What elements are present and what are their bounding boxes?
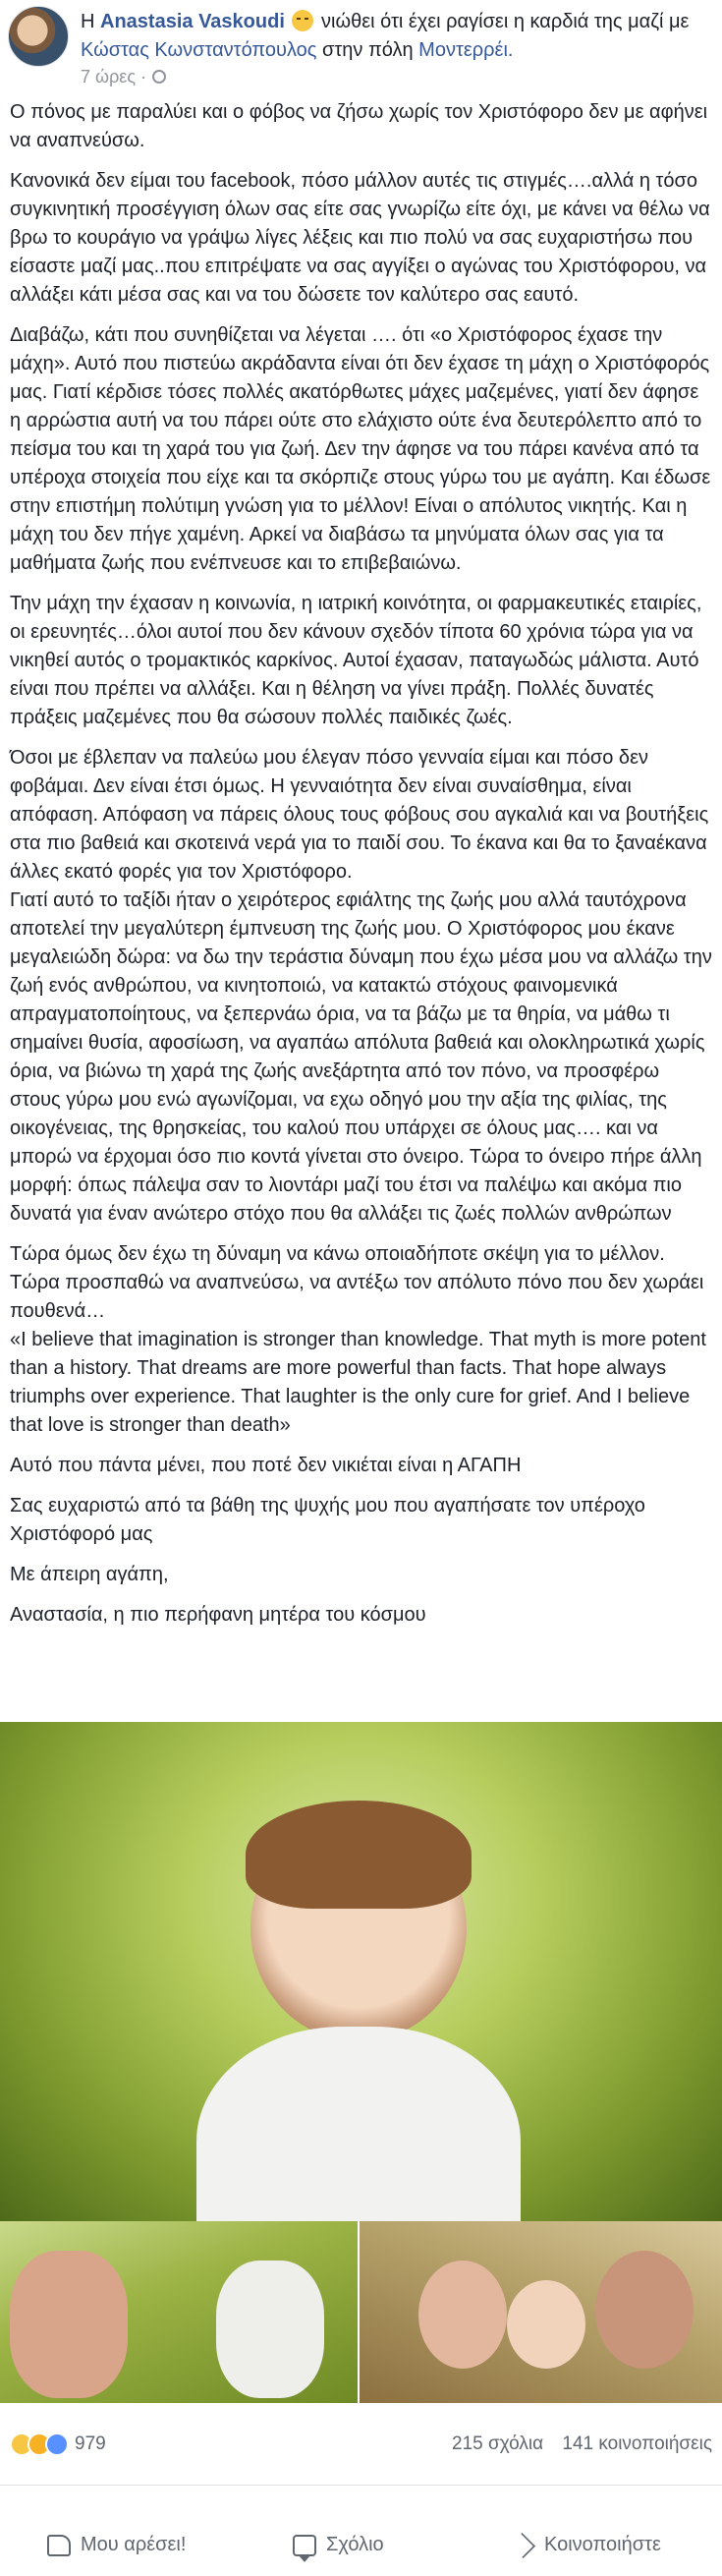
photo-main[interactable] <box>0 1722 722 2221</box>
post-paragraph: Με άπειρη αγάπη, <box>10 1564 169 1585</box>
photo-bottom-right[interactable] <box>360 2221 722 2403</box>
tagged-user-link[interactable]: Κώστας Κωνσταντόπουλος <box>81 39 317 61</box>
share-label: Κοινοποιήστε <box>544 2534 661 2555</box>
like-button[interactable] <box>47 2534 186 2556</box>
with-text: μαζί με <box>628 11 690 32</box>
post-header <box>0 0 722 94</box>
timestamp-link[interactable]: 7 ώρες · <box>81 67 146 86</box>
feeling-text: νιώθει ότι έχει ραγίσει η καρδιά της <box>321 11 623 32</box>
post-paragraph: Όσοι με έβλεπαν να παλεύω μου έλεγαν πόσο γενναία είμαι και πόσο δεν φοβάμαι. Δεν είναι έτσι όμως. Η γενναιότητα δεν είναι συναίσθημα, είναι απόφαση. Απόφαση να πάρεις όλους τους φόβους σου αγκαλιά και να βουτήξεις στα πιο βαθειά και σκοτεινά νερά για το παιδί σου. Το έκανα και θα το ξαναέκανα άλλες εκατό φορές για τον Χριστόφορο. Γιατί αυτό το ταξίδι ήταν ο χειρότερος εφιάλτης της ζωής μου αλλά ταυτόχρονα αποτελεί την μεγαλύτερη έμπνευση της ζωής μου. Ο Χριστόφορος μου έκανε μεγαλειώδη δώρα: να δω την τεράστια δύναμη που έχω μέσα μου να αλλάζω την ζωή ενός ανθρώπου, να κινητοποιώ, να κατακτώ στόχους φαινομενικά απραγματοποίητους, να ξεπερνάω όρια, να τα βάζω με τα θηρία, να μάθω τι σημαίνει θυσία, αφοσίωση, να αγαπάω απόλυτα βαθειά και ολοκληρωτικά χωρίς όρια, να βιώνω τη χαρά της ζωής ανεξάρτητα από τον πόνο, να προσφέρω στους γύρω μου ενώ αγωνίζομαι, να εχω οδηγό μου την αξία της φιλίας, της οικογένειας, της θρησκείας, του καλού που υπάρχει σε όλους μας…. και να μπορώ να έρχομαι όσο πιο κοντά γίνεται στο όνειρο. Τώρα το όνειρο πήρε άλλη μορφή: όπως πάλεψα σαν το λιοντάρι μαζί του έτσι να παλέψω και ακόμα πιο δυνατά για έναν ανώτερο στόχο που θα αλλάξει τις ζωές πολλών ανθρώπων <box>10 747 712 1225</box>
like-reaction-icon <box>45 2433 69 2456</box>
post-paragraph: Αναστασία, η πιο περήφανη μητέρα του κόσμου <box>10 1604 426 1626</box>
post-paragraph: Ο πόνος με παραλύει και ο φόβος να ζήσω χωρίς τον Χριστόφορο δεν με αφήνει να αναπνεύσω. <box>10 101 708 151</box>
post-actions <box>0 2518 722 2576</box>
child-figure <box>216 2261 324 2398</box>
feeling-emoji-icon <box>292 10 313 31</box>
post-paragraph: Κανονικά δεν είμαι του facebook, πόσο μάλλον αυτές τις στιγμές….αλλά η τόσο συγκινητική προσέγγιση όλων σας είτε σας γνωρίζω είτε όχι, με κάνει να θέλω να βρω το κουράγιο να γράψω λίγες λέξεις και πιο πολύ να σας ευχαριστήσω που είσαστε μαζί μας..που επιτρέψατε να σας αγγίξει ο αγώνας του Χριστόφορου, να αλλάξει κάτι μέσα σας και να του δώσετε τον καλύτερο σας εαυτό. <box>10 170 710 306</box>
post-paragraph: Σας ευχαριστώ από τα βάθη της ψυχής μου που αγαπήσατε τον υπέροχο Χριστόφορό μας <box>10 1495 645 1545</box>
share-icon <box>510 2532 535 2557</box>
post-meta <box>81 67 166 87</box>
engagement-counts <box>438 2433 712 2455</box>
shares-count[interactable]: 141 κοινοποιήσεις <box>562 2433 712 2454</box>
like-icon <box>47 2535 71 2556</box>
post-paragraph: Αυτό που πάντα μένει, που ποτέ δεν νικιέται είναι η ΑΓΑΠΗ <box>10 1455 522 1476</box>
comment-button[interactable] <box>293 2534 384 2556</box>
like-label: Μου αρέσει! <box>81 2534 187 2555</box>
post-paragraph: Διαβάζω, κάτι που συνηθίζεται να λέγεται …. ότι «ο Χριστόφορος έχασε την μάχη». Αυτό που πιστεύω ακράδαντα είναι ότι δεν έχασε τη μάχη ο Χριστόφορός μας. Γιατί κέρδισε τόσες πολλές ακατόρθωτες μάχες μαζεμένες, γιατί δεν άφησε η αρρώστια αυτή να του πάρει ούτε στο ελάχιστο ούτε ένα δευτερόλεπτο από το πείσμα του και τη χαρά του για ζωή. Δεν την άφησε να του πάρει κανένα από τα υπέροχα στοιχεία που είχε και τα σκόρπιζε στους γύρω του με αγάπη. Και έδωσε στην επιστήμη πολύτιμη γνώση για το μέλλον! Είναι ο απόλυτος νικητής. Και η μάχη του δεν πήγε χαμένη. Αρκεί να διαβάσω τα μηνύματα όλων σας για τα μαθήματα ζωής που ενέπνευσε και το επιβεβαιώνω. <box>10 324 711 574</box>
father-face <box>595 2251 694 2369</box>
photo-bottom-left[interactable] <box>0 2221 358 2403</box>
post-header-text <box>81 8 714 65</box>
child-face-small <box>507 2280 585 2369</box>
globe-icon <box>152 70 166 84</box>
child-shirt <box>196 2027 521 2221</box>
comment-label: Σχόλιο <box>326 2534 384 2555</box>
author-link[interactable]: Anastasia Vaskoudi <box>100 11 285 32</box>
post-paragraph: Τώρα όμως δεν έχω τη δύναμη να κάνω οποιαδήποτε σκέψη για το μέλλον. Τώρα προσπαθώ να αναπνεύσω, να αντέξω τον απόλυτο πόνο που δεν χωράει πουθενά… «I believe that imagination is stronger than knowledge. That myth is more potent than a history. That dreams are more powerful than facts. That hope always triumphs over experience. That laughter is the only cure for grief. And I believe that love is stronger than death» <box>10 1243 706 1436</box>
avatar[interactable] <box>8 6 69 67</box>
post-stats <box>0 2403 722 2486</box>
post-paragraph: Την μάχη την έχασαν η κοινωνία, η ιατρική κοινότητα, οι φαρμακευτικές εταιρίες, οι ερευνητές…όλοι αυτοί που δεν κάνουν σχεδόν τίποτα 60 χρόνια τώρα για να νικηθεί αυτός ο τρομακτικός καρκίνος. Αυτοί έχασαν, παταγωδώς μάλιστα. Αυτό είναι που πρέπει να αλλάξει. Και η θέληση να γίνει πράξη. Πολλές δυνατές πράξεις μαζεμένες που θα σώσουν πολλές παιδικές ζωές. <box>10 593 702 728</box>
in-text: στην πόλη <box>322 39 414 61</box>
post-body <box>10 98 712 1641</box>
header-prefix: Η <box>81 11 95 32</box>
comments-count[interactable]: 215 σχόλια <box>452 2433 544 2454</box>
mother-figure <box>10 2251 128 2398</box>
share-button[interactable] <box>511 2534 661 2556</box>
mother-face <box>418 2261 507 2369</box>
comment-icon <box>293 2535 316 2556</box>
reactions-count[interactable]: 979 <box>75 2433 106 2454</box>
child-hair <box>246 1801 472 1909</box>
location-link[interactable]: Μοντερρέι. <box>418 39 514 61</box>
